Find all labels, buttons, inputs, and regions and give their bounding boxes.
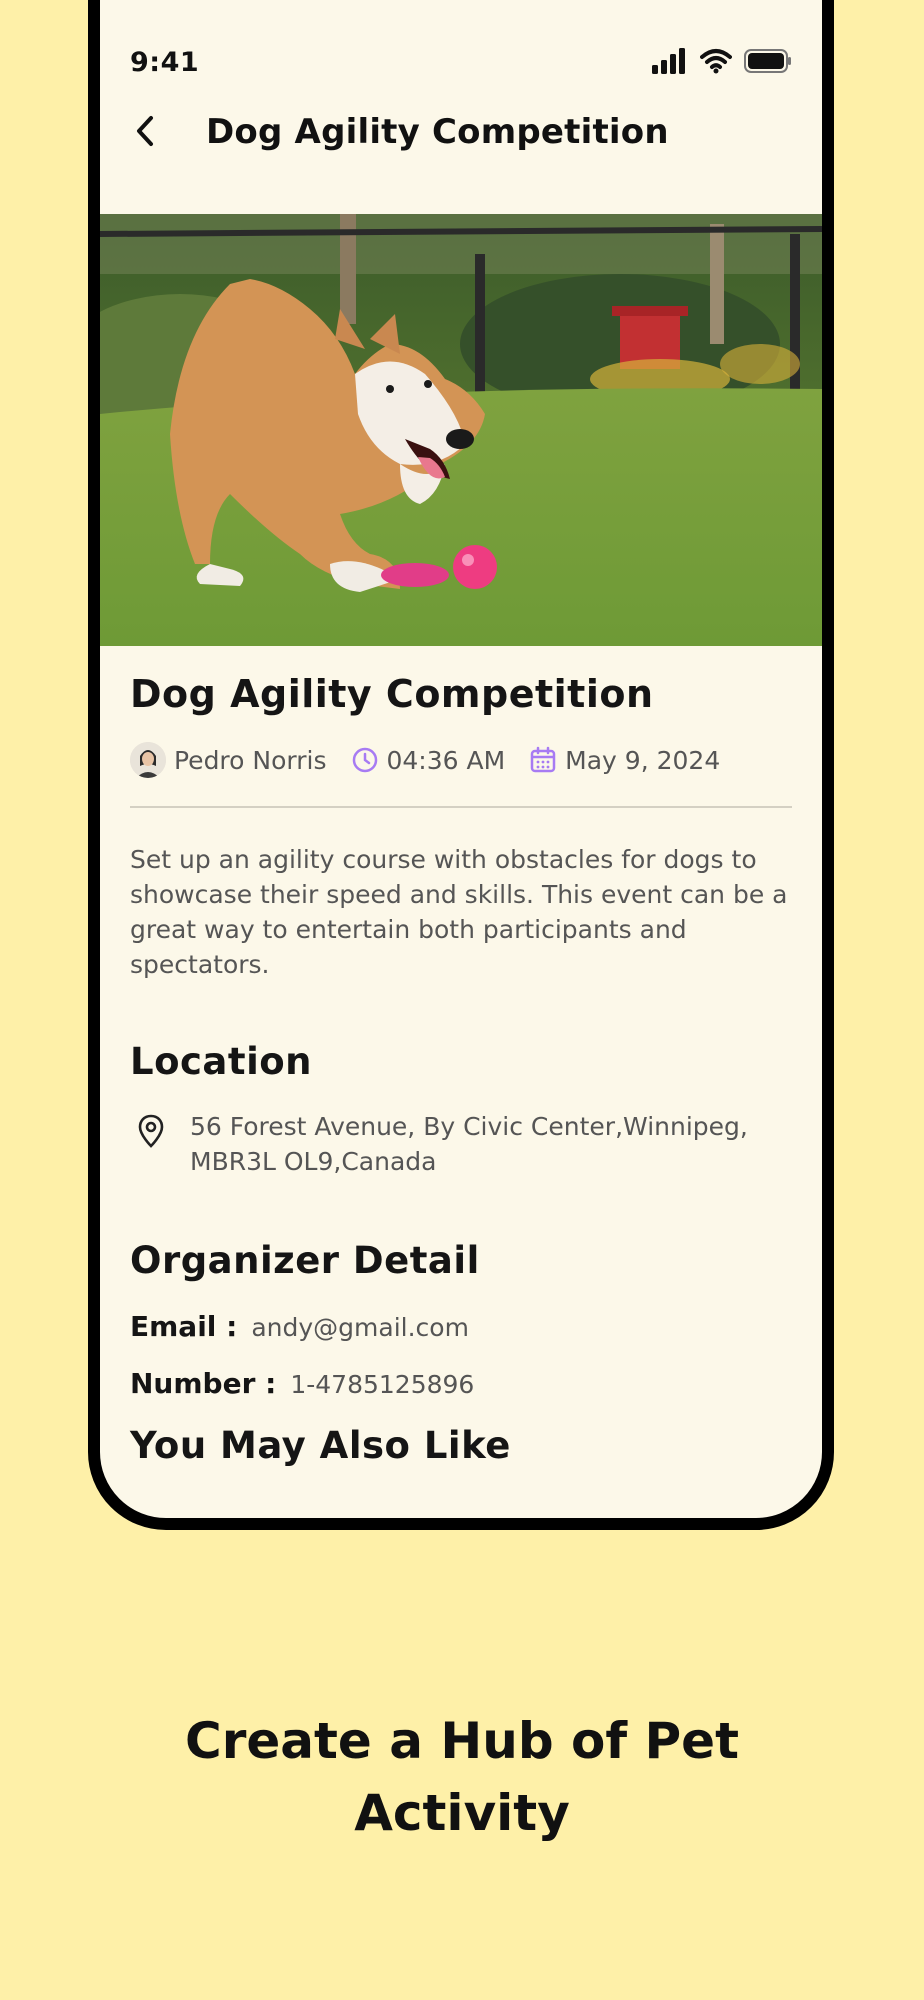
divider (130, 806, 792, 808)
event-details (130, 672, 792, 1400)
signal-icon (652, 48, 688, 74)
you-may-also-like-heading: You May Also Like (130, 1424, 511, 1467)
date-meta (529, 746, 720, 775)
organizer-meta[interactable] (130, 742, 327, 778)
wifi-icon (700, 48, 732, 74)
status-bar (100, 0, 822, 92)
number-label: Number : (130, 1367, 277, 1400)
caption-line-1: Create a Hub of Pet (185, 1712, 739, 1770)
time-meta (351, 746, 506, 775)
phone-frame (88, 0, 834, 1530)
address-line-2: MBR3L OL9,Canada (190, 1147, 437, 1176)
event-date: May 9, 2024 (565, 745, 721, 775)
event-hero-image (100, 214, 822, 646)
avatar (130, 742, 166, 778)
location-address[interactable] (130, 1109, 792, 1179)
header-title: Dog Agility Competition (206, 112, 669, 152)
organizer-heading: Organizer Detail (130, 1239, 480, 1282)
caption-line-2: Activity (354, 1784, 570, 1842)
organizer-number[interactable]: 1-4785125896 (290, 1370, 475, 1399)
battery-icon (744, 48, 792, 74)
status-time: 9:41 (130, 47, 200, 78)
organizer-name: Pedro Norris (174, 745, 327, 775)
organizer-email[interactable]: andy@gmail.com (251, 1313, 469, 1342)
event-title: Dog Agility Competition (130, 672, 654, 716)
organizer-email-row (130, 1310, 792, 1343)
top-header (100, 92, 822, 172)
event-description: Set up an agility course with obstacles for dogs to showcase their speed and skills. This event can be a great way to entertain both participants and spectators. (130, 845, 788, 979)
email-label: Email : (130, 1310, 238, 1343)
address-line-1: 56 Forest Avenue, By Civic Center,Winnipeg, (190, 1112, 748, 1141)
event-meta (130, 742, 792, 778)
chevron-left-icon (134, 114, 156, 148)
promo-caption (0, 1705, 924, 1849)
back-button[interactable] (126, 112, 164, 150)
clock-icon (351, 746, 379, 774)
event-time: 04:36 AM (386, 745, 506, 775)
organizer-number-row (130, 1367, 792, 1400)
status-icons (652, 48, 792, 74)
map-pin-icon (136, 1113, 166, 1149)
location-heading: Location (130, 1040, 313, 1083)
calendar-icon (529, 746, 557, 774)
